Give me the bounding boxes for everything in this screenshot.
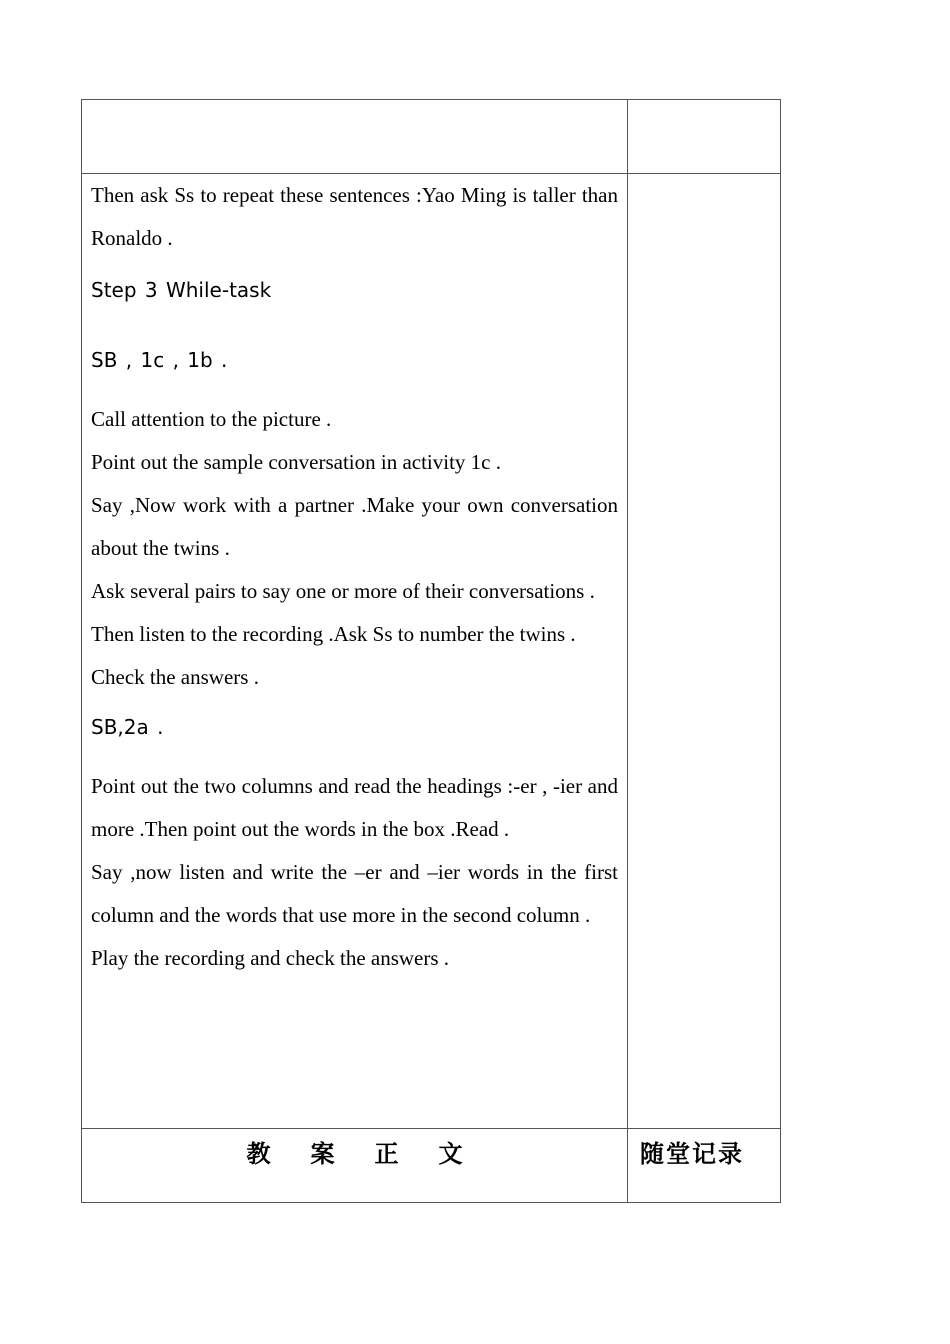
paragraph: Check the answers . (91, 665, 259, 689)
table-row-top (82, 100, 781, 174)
top-main-cell (82, 100, 628, 174)
table-row-footer (82, 1129, 781, 1203)
lesson-content (82, 174, 627, 980)
paragraph: Then ask Ss to repeat these sentences :Yao Ming is taller than Ronaldo . (91, 183, 618, 250)
paragraph: Call attention to the picture . (91, 407, 332, 431)
paragraph: Ask several pairs to say one or more of their conversations . (91, 579, 595, 603)
paragraph: Point out the sample conversation in activity 1c . (91, 450, 502, 474)
class-notes-label: 随堂记录 (640, 1139, 744, 1168)
top-side-cell (628, 100, 781, 174)
table-row-body (82, 174, 781, 1129)
paragraph: Then listen to the recording .Ask Ss to number the twins . (91, 622, 576, 646)
paragraph: Point out the two columns and read the headings :-er , -ier and more .Then point out the words in the box .Read . (91, 774, 618, 841)
lesson-plan-table (81, 99, 781, 1203)
section-heading-sb2: SB,2a . (91, 715, 164, 739)
paragraph: Play the recording and check the answers . (91, 946, 450, 970)
footer-main-cell (82, 1129, 628, 1203)
footer-side-cell (628, 1129, 781, 1203)
body-side-cell (628, 174, 781, 1129)
body-main-cell (82, 174, 628, 1129)
step-heading: Step 3 While-task (91, 278, 272, 302)
paragraph: Say ,now listen and write the –er and –ier words in the first column and the words that use more in the second column . (91, 860, 618, 927)
paragraph: Say ,Now work with a partner .Make your own conversation about the twins . (91, 493, 618, 560)
section-heading-sb1: SB , 1c , 1b . (91, 348, 228, 372)
lesson-body-label: 教案正文 (246, 1139, 503, 1168)
